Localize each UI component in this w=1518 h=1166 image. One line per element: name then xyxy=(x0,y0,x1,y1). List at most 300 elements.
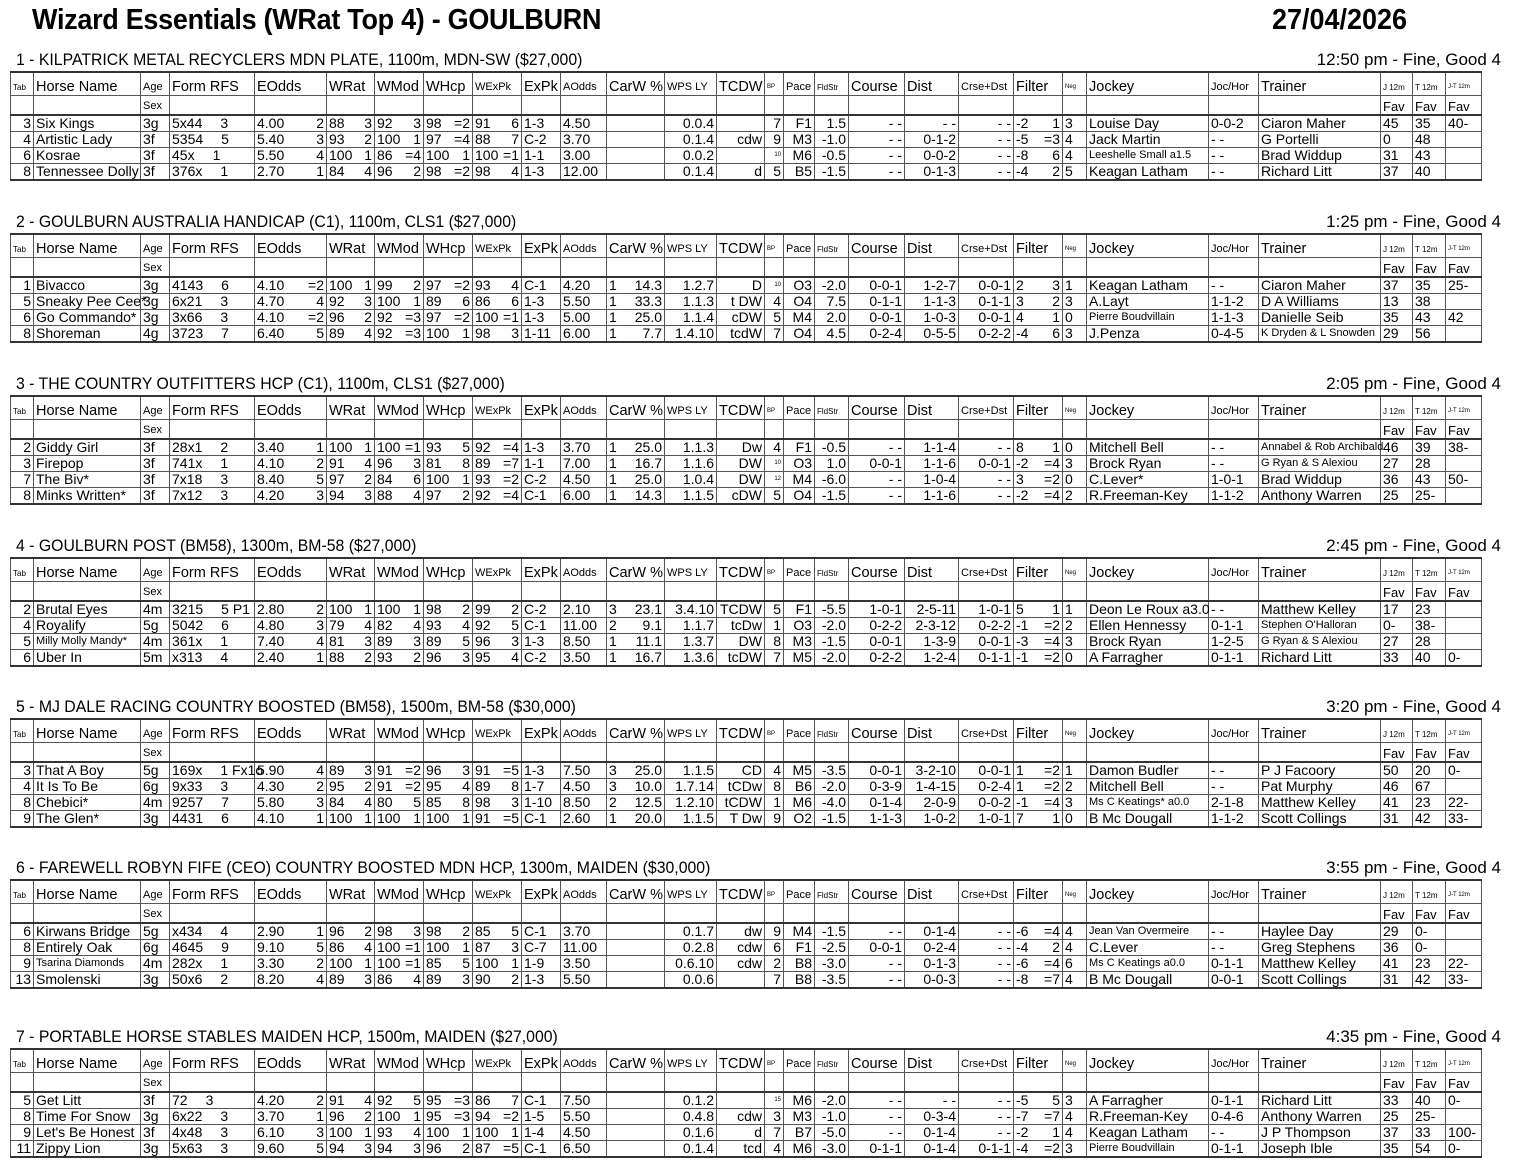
column-header-carw: CarW % xyxy=(607,234,665,258)
filter-rank: 6 xyxy=(1052,325,1060,341)
runner-row[interactable] xyxy=(11,164,1482,181)
carw-percent-rank: 25.0 xyxy=(634,309,662,325)
runner-row[interactable] xyxy=(11,811,1482,828)
wrat-pair xyxy=(329,326,372,341)
whcp-rank: 4 xyxy=(462,778,470,794)
course-record: - - xyxy=(849,439,905,456)
whcp-pair xyxy=(426,440,470,455)
jockey-horse-record: - - xyxy=(1209,456,1259,472)
column-subheader-empty xyxy=(34,1073,141,1093)
wmod-pair xyxy=(377,1125,421,1140)
runner-row[interactable] xyxy=(11,148,1482,164)
neg: 1 xyxy=(1063,601,1087,618)
eodds xyxy=(255,1092,327,1109)
form-rfs-rank: 4 xyxy=(220,923,229,939)
distance-record: 0-1-4 xyxy=(905,1125,959,1141)
carw-percent-rank: 25.0 xyxy=(634,471,662,487)
carw-percent-pair xyxy=(609,294,662,309)
wrat xyxy=(327,310,375,326)
whcp xyxy=(424,1125,473,1141)
wmod xyxy=(375,488,424,505)
runner-row[interactable] xyxy=(11,795,1482,811)
whcp-pair xyxy=(426,456,470,471)
eodds-rank: 5 xyxy=(316,939,324,955)
form-rfs xyxy=(170,634,255,650)
form-rfs-pair xyxy=(172,1109,252,1124)
wexpk-value: 93 xyxy=(475,471,491,487)
filter xyxy=(1014,277,1063,294)
jockey-horse-record: - - xyxy=(1209,923,1259,940)
column-subheader-empty xyxy=(375,743,424,763)
neg: 3 xyxy=(1063,115,1087,132)
column-subheader-empty xyxy=(1259,1073,1381,1093)
aodds: 3.70 xyxy=(561,439,607,456)
tab-number: 5 xyxy=(11,1092,34,1109)
barrier: 7 xyxy=(765,650,784,667)
wps-ly: 1.3.7 xyxy=(665,634,717,650)
neg: 4 xyxy=(1063,148,1087,164)
wrat-value: 89 xyxy=(329,971,345,987)
trainer-12m: 28 xyxy=(1413,456,1446,472)
course-distance-record: - - xyxy=(959,472,1014,488)
wrat xyxy=(327,795,375,811)
column-subheader-empty xyxy=(959,904,1014,924)
runner-row[interactable] xyxy=(11,1141,1482,1158)
column-header-eodds: EOdds xyxy=(255,558,327,582)
wmod-value: 93 xyxy=(377,1124,393,1140)
filter-rank: =4 xyxy=(1044,955,1060,971)
filter xyxy=(1014,439,1063,456)
neg: 4 xyxy=(1063,923,1087,940)
wmod xyxy=(375,456,424,472)
wrat-rank: 2 xyxy=(364,923,372,939)
runner-row[interactable] xyxy=(11,940,1482,956)
wexpk-value: 100 xyxy=(475,309,499,325)
wexpk-pair xyxy=(475,972,519,987)
aodds: 3.70 xyxy=(561,923,607,940)
column-header-neg: Neg xyxy=(1063,880,1087,904)
filter xyxy=(1014,650,1063,667)
wrat-pair xyxy=(329,148,372,163)
whcp-rank: =2 xyxy=(454,277,470,293)
column-subheader-fav: Fav xyxy=(1446,96,1482,116)
wexpk xyxy=(473,277,522,294)
filter-rank: 3 xyxy=(1052,277,1060,293)
column-header-bp: BP xyxy=(765,880,784,904)
jockey: Louise Day xyxy=(1087,115,1209,132)
runner-row[interactable] xyxy=(11,456,1482,472)
column-subheader-fav: Fav xyxy=(1381,258,1413,278)
column-header-jochor: Joc/Hor xyxy=(1209,72,1259,96)
barrier: 3 xyxy=(765,1109,784,1125)
wmod xyxy=(375,115,424,132)
eodds-rank: 3 xyxy=(316,1124,324,1140)
wrat xyxy=(327,164,375,181)
tab-number: 11 xyxy=(11,1141,34,1158)
wrat xyxy=(327,456,375,472)
filter-rank: =4 xyxy=(1044,923,1060,939)
wrat xyxy=(327,115,375,132)
jockey: Damon Budler xyxy=(1087,762,1209,779)
age-sex: 3f xyxy=(141,164,170,181)
pace: M6 xyxy=(784,148,815,164)
jockey-12m: 46 xyxy=(1381,439,1413,456)
filter-rank: =4 xyxy=(1044,455,1060,471)
column-header-crsedst: Crse+Dst xyxy=(959,396,1014,420)
wexpk-value: 100 xyxy=(475,955,499,971)
filter-value: 3 xyxy=(1016,471,1024,487)
column-subheader-empty xyxy=(1209,904,1259,924)
runner-row[interactable] xyxy=(11,923,1482,940)
pace: B8 xyxy=(784,956,815,972)
form-rfs-pair xyxy=(172,278,252,293)
wmod xyxy=(375,310,424,326)
tab-number: 13 xyxy=(11,972,34,989)
wrat-pair xyxy=(329,456,372,471)
neg: 3 xyxy=(1063,1141,1087,1158)
column-subheader-empty xyxy=(815,743,849,763)
aodds: 5.50 xyxy=(561,294,607,310)
pace: M6 xyxy=(784,795,815,811)
neg: 3 xyxy=(1063,294,1087,310)
whcp-pair xyxy=(426,488,470,503)
course-distance-record: 0-0-1 xyxy=(959,456,1014,472)
column-header-wps: WPS LY xyxy=(665,1049,717,1073)
wps-ly: 0.0.4 xyxy=(665,115,717,132)
carw-percent-value: 1 xyxy=(609,633,617,649)
filter-value: 8 xyxy=(1016,439,1024,455)
field-strength: -1.0 xyxy=(815,132,849,148)
age-sex: 5g xyxy=(141,762,170,779)
carw-percent-pair xyxy=(609,488,662,503)
form-rfs-pair xyxy=(172,1093,252,1108)
runner-row[interactable] xyxy=(11,488,1482,505)
column-header-form: Form RFS xyxy=(170,234,255,258)
column-subheader-empty xyxy=(375,904,424,924)
runner-row[interactable] xyxy=(11,1125,1482,1141)
runner-row[interactable] xyxy=(11,956,1482,972)
carw-percent xyxy=(607,132,665,148)
jockey: C.Lever* xyxy=(1087,472,1209,488)
report-date: 27/04/2026 xyxy=(1272,4,1407,36)
wmod-pair xyxy=(377,972,421,987)
filter-rank: =2 xyxy=(1044,617,1060,633)
form-rfs-value: 741x xyxy=(172,455,203,471)
whcp xyxy=(424,795,473,811)
form-rfs xyxy=(170,762,264,779)
distance-record: 1-1-4 xyxy=(905,439,959,456)
column-subheader-empty xyxy=(905,582,959,602)
field-strength: -2.5 xyxy=(815,940,849,956)
tcdw: t DW xyxy=(717,294,765,310)
tcdw: cDW xyxy=(717,488,765,505)
jockey-12m: 29 xyxy=(1381,326,1413,343)
neg: 3 xyxy=(1063,1092,1087,1109)
trainer: Annabel & Rob Archibald xyxy=(1259,439,1381,456)
wexpk-pair xyxy=(475,164,519,179)
jockey-horse-record: 0-4-6 xyxy=(1209,1109,1259,1125)
aodds: 4.50 xyxy=(561,1125,607,1141)
eodds-value: 4.10 xyxy=(257,455,285,471)
jockey-12m: 35 xyxy=(1381,310,1413,326)
wrat-pair xyxy=(329,763,372,778)
runner-row[interactable] xyxy=(11,472,1482,488)
column-header-trainer: Trainer xyxy=(1259,719,1381,743)
tab-number: 3 xyxy=(11,115,34,132)
jockey-12m: 41 xyxy=(1381,795,1413,811)
whcp-pair xyxy=(426,602,470,617)
neg: 4 xyxy=(1063,940,1087,956)
runner-row[interactable] xyxy=(11,618,1482,634)
column-header-t12: T 12m xyxy=(1413,396,1446,420)
column-header-fldstr: FldStr xyxy=(815,719,849,743)
barrier: 4 xyxy=(765,1141,784,1158)
column-subheader-empty xyxy=(1259,420,1381,440)
runner-row[interactable] xyxy=(11,1109,1482,1125)
aodds: 3.00 xyxy=(561,148,607,164)
runner-row[interactable] xyxy=(11,310,1482,326)
column-header-wps: WPS LY xyxy=(665,719,717,743)
column-header-pace: Pace xyxy=(784,558,815,582)
jockey-12m: 0 xyxy=(1381,132,1413,148)
form-rfs-pair xyxy=(172,440,252,455)
wexpk xyxy=(473,115,522,132)
carw-percent-rank: 14.3 xyxy=(634,487,662,503)
age-sex: 3g xyxy=(141,294,170,310)
wmod-rank: =3 xyxy=(405,325,421,341)
carw-percent xyxy=(607,618,665,634)
column-subheader-empty xyxy=(607,582,665,602)
horse-name: Smolenski xyxy=(34,972,141,989)
runner-row[interactable] xyxy=(11,601,1482,618)
wexpk-value: 91 xyxy=(475,762,491,778)
expk: 1-7 xyxy=(522,779,561,795)
eodds-value: 3.70 xyxy=(257,1108,285,1124)
field-strength: -6.0 xyxy=(815,472,849,488)
column-subheader-empty xyxy=(717,96,765,116)
column-header-wps: WPS LY xyxy=(665,72,717,96)
column-subheader-fav: Fav xyxy=(1446,582,1482,602)
column-subheader-sex: Sex xyxy=(141,743,170,763)
neg: 4 xyxy=(1063,972,1087,989)
runner-row[interactable] xyxy=(11,294,1482,310)
horse-name: Brutal Eyes xyxy=(34,601,141,618)
column-subheader-empty xyxy=(473,258,522,278)
tab-number: 3 xyxy=(11,456,34,472)
wrat-value: 100 xyxy=(329,1124,353,1140)
wps-ly: 1.1.3 xyxy=(665,439,717,456)
column-header-j12: J 12m xyxy=(1381,234,1413,258)
form-rfs-rank: 6 xyxy=(221,810,229,826)
form-rfs-value: 5x44 xyxy=(172,115,203,131)
age-sex: 5g xyxy=(141,923,170,940)
wexpk xyxy=(473,811,522,828)
wexpk-rank: =1 xyxy=(503,309,519,325)
whcp-value: 98 xyxy=(426,163,442,179)
eodds-value: 4.80 xyxy=(257,617,285,633)
whcp-rank: 8 xyxy=(462,455,470,471)
jockey: Leeshelle Small a1.5 xyxy=(1087,148,1209,164)
horse-name: Shoreman xyxy=(34,326,141,343)
age-sex: 3f xyxy=(141,488,170,505)
wps-ly: 0.1.4 xyxy=(665,132,717,148)
whcp-pair xyxy=(426,956,470,971)
course-record: - - xyxy=(849,488,905,505)
jockey: A Farragher xyxy=(1087,1092,1209,1109)
column-header-whcp: WHcp xyxy=(424,396,473,420)
carw-percent-value: 1 xyxy=(609,471,617,487)
jockey-horse-record: 0-1-1 xyxy=(1209,956,1259,972)
eodds-value: 4.70 xyxy=(257,293,285,309)
wexpk xyxy=(473,762,522,779)
column-header-jt12: J-T 12m xyxy=(1446,234,1482,258)
eodds-rank: 1 xyxy=(316,923,324,939)
form-rfs xyxy=(170,1092,255,1109)
eodds-rank: 4 xyxy=(316,971,324,987)
filter xyxy=(1014,601,1063,618)
wexpk-rank: 4 xyxy=(511,649,519,665)
wexpk-rank: 8 xyxy=(511,778,519,794)
column-subheader-sex: Sex xyxy=(141,582,170,602)
jockey-trainer-12m: 50- xyxy=(1446,472,1482,488)
jockey-trainer-12m xyxy=(1446,294,1482,310)
barrier: 8 xyxy=(765,779,784,795)
runner-row[interactable] xyxy=(11,650,1482,667)
column-subheader-empty xyxy=(11,420,34,440)
jockey-12m: 27 xyxy=(1381,456,1413,472)
wrat xyxy=(327,634,375,650)
age-sex: 3g xyxy=(141,1141,170,1158)
column-subheader-empty xyxy=(375,1073,424,1093)
whcp xyxy=(424,115,473,132)
column-subheader-empty xyxy=(959,420,1014,440)
course-distance-record: 0-1-1 xyxy=(959,650,1014,667)
trainer: Matthew Kelley xyxy=(1259,956,1381,972)
eodds-pair xyxy=(257,472,324,487)
runner-row[interactable] xyxy=(11,1092,1482,1109)
whcp-pair xyxy=(426,795,470,810)
wmod-value: 89 xyxy=(377,633,393,649)
column-subheader-empty xyxy=(11,904,34,924)
distance-record: 2-3-12 xyxy=(905,618,959,634)
runner-row[interactable] xyxy=(11,634,1482,650)
runner-row[interactable] xyxy=(11,115,1482,132)
column-header-aodds: AOdds xyxy=(561,719,607,743)
wrat-rank: 2 xyxy=(364,471,372,487)
wrat xyxy=(327,762,375,779)
aodds: 4.20 xyxy=(561,277,607,294)
runner-row[interactable] xyxy=(11,326,1482,343)
column-header-tab: Tab xyxy=(11,558,34,582)
filter-value: -2 xyxy=(1016,115,1029,131)
pace: M6 xyxy=(784,1141,815,1158)
aodds: 3.50 xyxy=(561,650,607,667)
barrier: 4 xyxy=(765,762,784,779)
runner-row[interactable] xyxy=(11,132,1482,148)
wmod xyxy=(375,779,424,795)
column-subheader-fav: Fav xyxy=(1381,743,1413,763)
column-subheader-empty xyxy=(849,96,905,116)
trainer-12m: 39 xyxy=(1413,439,1446,456)
wrat-value: 91 xyxy=(329,1092,345,1108)
filter-value: -6 xyxy=(1016,923,1029,939)
neg: 1 xyxy=(1063,277,1087,294)
column-header-expk: ExPk xyxy=(522,880,561,904)
wrat-rank: 1 xyxy=(364,1124,372,1140)
wmod-pair xyxy=(377,472,421,487)
column-header-filter: Filter xyxy=(1014,396,1063,420)
column-header-course: Course xyxy=(849,72,905,96)
column-header-bp: BP xyxy=(765,1049,784,1073)
runner-row[interactable] xyxy=(11,972,1482,989)
neg: 3 xyxy=(1063,326,1087,343)
runner-row[interactable] xyxy=(11,277,1482,294)
jockey-12m: 45 xyxy=(1381,115,1413,132)
column-subheader-empty xyxy=(34,743,141,763)
wmod-rank: =1 xyxy=(405,955,421,971)
horse-name: Bivacco xyxy=(34,277,141,294)
header-row xyxy=(11,396,1482,420)
filter-value: 2 xyxy=(1016,277,1024,293)
filter xyxy=(1014,456,1063,472)
wmod-value: 100 xyxy=(377,939,401,955)
column-header-j12: J 12m xyxy=(1381,72,1413,96)
horse-name: The Glen* xyxy=(34,811,141,828)
wrat xyxy=(327,956,375,972)
eodds-value: 2.70 xyxy=(257,163,285,179)
jockey-horse-record: 0-0-1 xyxy=(1209,972,1259,989)
column-subheader-empty xyxy=(327,1073,375,1093)
neg: 5 xyxy=(1063,164,1087,181)
wexpk-pair xyxy=(475,440,519,455)
runner-row[interactable] xyxy=(11,439,1482,456)
filter-value: -2 xyxy=(1016,455,1029,471)
filter-pair xyxy=(1016,1109,1060,1124)
wrat xyxy=(327,1092,375,1109)
wmod-rank: 4 xyxy=(413,487,421,503)
course-record: - - xyxy=(849,148,905,164)
jockey-horse-record: - - xyxy=(1209,1125,1259,1141)
jockey: R.Freeman-Key xyxy=(1087,488,1209,505)
eodds-rank: 2 xyxy=(316,778,324,794)
jockey: Ms C Keatings a0.0 xyxy=(1087,956,1209,972)
runners-table xyxy=(10,718,1482,828)
column-header-pace: Pace xyxy=(784,234,815,258)
eodds-rank: 5 xyxy=(316,1140,324,1156)
column-header-carw: CarW % xyxy=(607,396,665,420)
wrat-value: 79 xyxy=(329,617,345,633)
column-subheader-empty xyxy=(849,1073,905,1093)
filter xyxy=(1014,1141,1063,1158)
column-header-course: Course xyxy=(849,234,905,258)
column-header-whcp: WHcp xyxy=(424,1049,473,1073)
wrat-value: 96 xyxy=(329,1108,345,1124)
column-subheader-empty xyxy=(375,96,424,116)
eodds xyxy=(255,294,327,310)
form-rfs-value: 5x63 xyxy=(172,1140,203,1156)
column-header-bp: BP xyxy=(765,72,784,96)
jockey-trainer-12m: 25- xyxy=(1446,277,1482,294)
eodds-rank: 3 xyxy=(316,617,324,633)
carw-percent xyxy=(607,115,665,132)
carw-percent-value: 1 xyxy=(609,810,617,826)
course-distance-record: - - xyxy=(959,1092,1014,1109)
runner-row[interactable] xyxy=(11,762,1482,779)
trainer-12m: 0- xyxy=(1413,923,1446,940)
runner-row[interactable] xyxy=(11,779,1482,795)
course-record: - - xyxy=(849,164,905,181)
whcp-pair xyxy=(426,972,470,987)
